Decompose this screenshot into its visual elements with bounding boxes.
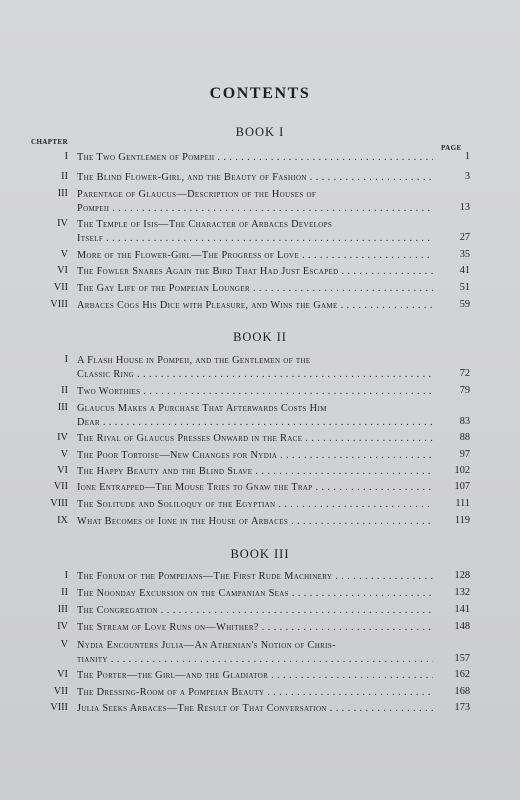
chapter-title: The Solitude and Soliloquy of the Egyptian . . . [77, 498, 433, 512]
chapter-title: A Flash House in Pompeii, and the Gentlemen of the Classic Ring . . . [77, 354, 433, 382]
chapter-number: IX [57, 515, 68, 526]
page-number: 111 [455, 498, 470, 509]
page-number: 41 [459, 265, 470, 276]
page-number: 51 [459, 282, 470, 293]
chapter-number: VIII [50, 498, 68, 509]
chapter-column-label: CHAPTER [31, 138, 69, 146]
chapter-number: VIII [50, 299, 68, 310]
chapter-number: IV [57, 432, 68, 443]
chapter-title: The Poor Tortoise—New Changes for Nydia . . . [77, 449, 433, 463]
chapter-number: I [64, 354, 68, 365]
chapter-number: VII [53, 686, 68, 697]
chapter-title: Nydia Encounters Julia—An Athenian's Notion of Chris- tianity . . . [77, 639, 433, 667]
book-heading-1: BOOK I [235, 125, 285, 139]
chapter-number: V [60, 449, 68, 460]
page-number: 97 [459, 449, 470, 460]
page-number: 148 [454, 621, 470, 632]
chapter-title: The Gay Life of the Pompeian Lounger . . . [77, 282, 433, 296]
chapter-number: III [57, 402, 68, 413]
page-number: 79 [459, 385, 470, 396]
chapter-title: Ione Entrapped—The Mouse Tries to Gnaw the Trap . . . [77, 481, 433, 495]
page-number: 107 [454, 481, 470, 492]
chapter-title: The Forum of the Pompeians—The First Rude Machinery . . . [77, 570, 433, 584]
chapter-title: Two Worthies . . . [77, 385, 433, 399]
page-number: 168 [454, 686, 470, 697]
chapter-number: I [64, 151, 68, 162]
page-number: 27 [459, 232, 470, 243]
chapter-title: Julia Seeks Arbaces—The Result of That Conversation . . . [77, 702, 433, 716]
page-number: 119 [454, 515, 470, 526]
page-number: 102 [454, 465, 470, 476]
chapter-title: The Porter—the Girl—and the Gladiator . . . [77, 669, 433, 683]
page-number: 88 [459, 432, 470, 443]
chapter-number: V [60, 639, 68, 650]
chapter-number: II [61, 385, 68, 396]
chapter-number: VI [57, 669, 68, 680]
page-number: 162 [454, 669, 470, 680]
chapter-number: IV [57, 218, 68, 229]
chapter-title: More of the Flower-Girl—The Progress of Love . . . [77, 249, 433, 263]
page-number: 13 [459, 202, 470, 213]
chapter-number: VII [53, 481, 68, 492]
book-heading-2: BOOK II [233, 330, 287, 344]
chapter-number: II [61, 171, 68, 182]
chapter-number: I [64, 570, 68, 581]
chapter-title: The Dressing-Room of a Pompeian Beauty . . . [77, 686, 433, 700]
chapter-number: III [57, 604, 68, 615]
chapter-number: VII [53, 282, 68, 293]
chapter-number: VI [57, 265, 68, 276]
chapter-title: The Rival of Glaucus Presses Onward in the Race . . . [77, 432, 433, 446]
page-number: 59 [459, 299, 470, 310]
page-number: 72 [459, 368, 470, 379]
chapter-title: The Blind Flower-Girl, and the Beauty of Fashion . . . [77, 171, 433, 185]
chapter-title: The Temple of Isis—The Character of Arbaces Develops Itself . . . [77, 218, 433, 246]
chapter-number: IV [57, 621, 68, 632]
chapter-title: The Fowler Snares Again the Bird That Had Just Escaped . . . [77, 265, 433, 279]
chapter-number: II [61, 587, 68, 598]
chapter-title: The Happy Beauty and the Blind Slave . . . [77, 465, 433, 479]
chapter-number: VIII [50, 702, 68, 713]
chapter-number: III [57, 188, 68, 199]
chapter-title: The Noonday Excursion on the Campanian Seas . . . [77, 587, 433, 601]
page-number: 173 [454, 702, 470, 713]
chapter-title: The Congregation . . . [77, 604, 433, 618]
page-number: 1 [464, 151, 470, 162]
chapter-number: VI [57, 465, 68, 476]
page-number: 35 [459, 249, 470, 260]
page-column-label: PAGE [441, 144, 462, 152]
chapter-number: V [60, 249, 68, 260]
chapter-title: What Becomes of Ione in the House of Arbaces . . . [77, 515, 433, 529]
chapter-title: Arbaces Cogs His Dice with Pleasure, and Wins the Game . . . [77, 299, 433, 313]
chapter-title: The Stream of Love Runs on—Whither? . . . [77, 621, 433, 635]
page-number: 157 [454, 653, 470, 664]
chapter-title: The Two Gentlemen of Pompeii . . . [77, 151, 433, 165]
page-number: 128 [454, 570, 470, 581]
page-number: 83 [459, 416, 470, 427]
chapter-title: Parentage of Glaucus—Description of the Houses of Pompeii . . . [77, 188, 433, 216]
page-number: 3 [464, 171, 470, 182]
page-title: CONTENTS [209, 85, 311, 102]
page-number: 132 [454, 587, 470, 598]
chapter-title: Glaucus Makes a Purchase That Afterwards Costs Him Dear . . . [77, 402, 433, 430]
book-heading-3: BOOK III [230, 547, 290, 561]
page-number: 141 [454, 604, 470, 615]
